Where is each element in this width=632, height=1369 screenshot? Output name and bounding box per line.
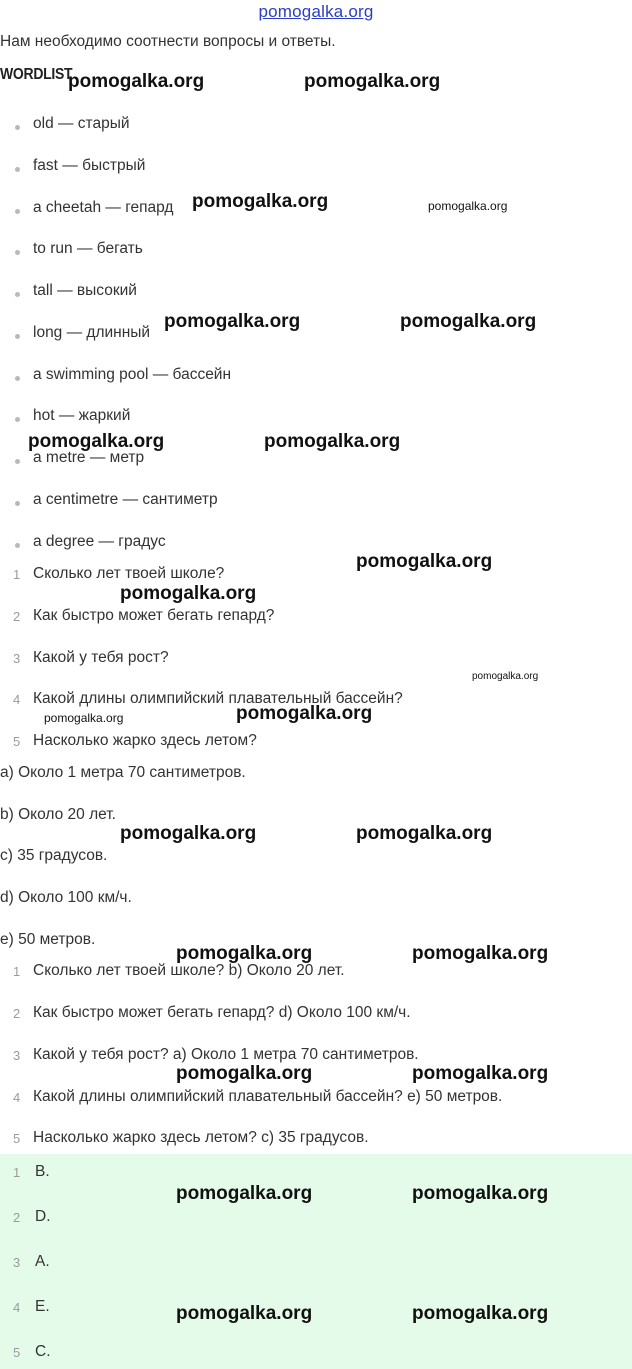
question-number: 5: [13, 734, 21, 749]
watermark: pomogalka.org: [176, 1303, 313, 1324]
wordlist-item: a centimetre — сантиметр: [33, 491, 218, 508]
option-text: c) 35 градусов.: [0, 847, 108, 864]
bullet-icon: [15, 543, 20, 548]
answer-text: C.: [35, 1343, 51, 1360]
bullet-icon: [15, 125, 20, 130]
matched-number: 4: [13, 1090, 21, 1105]
option-text: a) Около 1 метра 70 сантиметров.: [0, 764, 246, 781]
wordlist-item: long — длинный: [33, 324, 151, 341]
matched-number: 2: [13, 1006, 21, 1021]
watermark: pomogalka.org: [412, 1063, 549, 1084]
site-header-link[interactable]: pomogalka.org: [258, 2, 374, 21]
matched-number: 3: [13, 1048, 21, 1063]
intro-text: Нам необходимо соотнести вопросы и ответы.: [0, 33, 336, 50]
watermark: pomogalka.org: [304, 71, 441, 92]
watermark: pomogalka.org: [28, 431, 165, 452]
watermark: pomogalka.org: [68, 71, 205, 92]
wordlist-title: WORDLIST: [0, 64, 73, 83]
question-number: 2: [13, 609, 21, 624]
wordlist-item: a cheetah — гепард: [33, 199, 174, 216]
answer-number: 5: [13, 1345, 21, 1360]
watermark: pomogalka.org: [264, 431, 401, 452]
question-text: Насколько жарко здесь летом?: [33, 732, 257, 749]
watermark: pomogalka.org: [44, 711, 124, 725]
bullet-icon: [15, 209, 20, 214]
matched-text: Какой длины олимпийский плавательный бассейн? e) 50 метров.: [33, 1088, 503, 1105]
answer-text: B.: [35, 1163, 50, 1180]
bullet-icon: [15, 459, 20, 464]
matched-text: Насколько жарко здесь летом? c) 35 градусов.: [33, 1129, 369, 1146]
wordlist-item: a degree — градус: [33, 533, 166, 550]
wordlist-item: old — старый: [33, 115, 130, 132]
answer-text: E.: [35, 1298, 50, 1315]
matched-text: Какой у тебя рост? a) Около 1 метра 70 сантиметров.: [33, 1046, 419, 1063]
watermark: pomogalka.org: [472, 671, 539, 682]
watermark: pomogalka.org: [120, 823, 257, 844]
wordlist-item: hot — жаркий: [33, 407, 131, 424]
watermark: pomogalka.org: [176, 943, 313, 964]
bullet-icon: [15, 250, 20, 255]
bullet-icon: [15, 334, 20, 339]
watermark: pomogalka.org: [400, 311, 537, 332]
watermark: pomogalka.org: [176, 1063, 313, 1084]
matched-number: 5: [13, 1131, 21, 1146]
matched-text: Сколько лет твоей школе? b) Около 20 лет.: [33, 962, 345, 979]
question-number: 1: [13, 567, 21, 582]
watermark: pomogalka.org: [236, 703, 373, 724]
wordlist-item: a metre — метр: [33, 449, 145, 466]
bullet-icon: [15, 292, 20, 297]
watermark: pomogalka.org: [428, 199, 508, 213]
wordlist-item: to run — бегать: [33, 240, 143, 257]
wordlist-item: a swimming pool — бассейн: [33, 366, 232, 383]
option-text: e) 50 метров.: [0, 931, 96, 948]
answer-number: 1: [13, 1165, 21, 1180]
answer-number: 2: [13, 1210, 21, 1225]
answer-number: 3: [13, 1255, 21, 1270]
watermark: pomogalka.org: [412, 1303, 549, 1324]
answer-text: A.: [35, 1253, 50, 1270]
option-text: d) Около 100 км/ч.: [0, 889, 132, 906]
wordlist-item: tall — высокий: [33, 282, 137, 299]
watermark: pomogalka.org: [412, 1183, 549, 1204]
bullet-icon: [15, 376, 20, 381]
question-number: 3: [13, 651, 21, 666]
watermark: pomogalka.org: [356, 823, 493, 844]
question-text: Какой длины олимпийский плавательный бассейн?: [33, 690, 403, 707]
watermark: pomogalka.org: [164, 311, 301, 332]
question-number: 4: [13, 692, 21, 707]
option-text: b) Около 20 лет.: [0, 806, 116, 823]
answer-number: 4: [13, 1300, 21, 1315]
question-text: Какой у тебя рост?: [33, 649, 169, 666]
question-text: Сколько лет твоей школе?: [33, 565, 225, 582]
bullet-icon: [15, 167, 20, 172]
watermark: pomogalka.org: [356, 551, 493, 572]
matched-text: Как быстро может бегать гепард? d) Около 100 км/ч.: [33, 1004, 411, 1021]
question-text: Как быстро может бегать гепард?: [33, 607, 275, 624]
watermark: pomogalka.org: [192, 191, 329, 212]
bullet-icon: [15, 417, 20, 422]
bullet-icon: [15, 501, 20, 506]
matched-number: 1: [13, 964, 21, 979]
wordlist-item: fast — быстрый: [33, 157, 146, 174]
answer-text: D.: [35, 1208, 51, 1225]
watermark: pomogalka.org: [176, 1183, 313, 1204]
watermark: pomogalka.org: [120, 583, 257, 604]
watermark: pomogalka.org: [412, 943, 549, 964]
